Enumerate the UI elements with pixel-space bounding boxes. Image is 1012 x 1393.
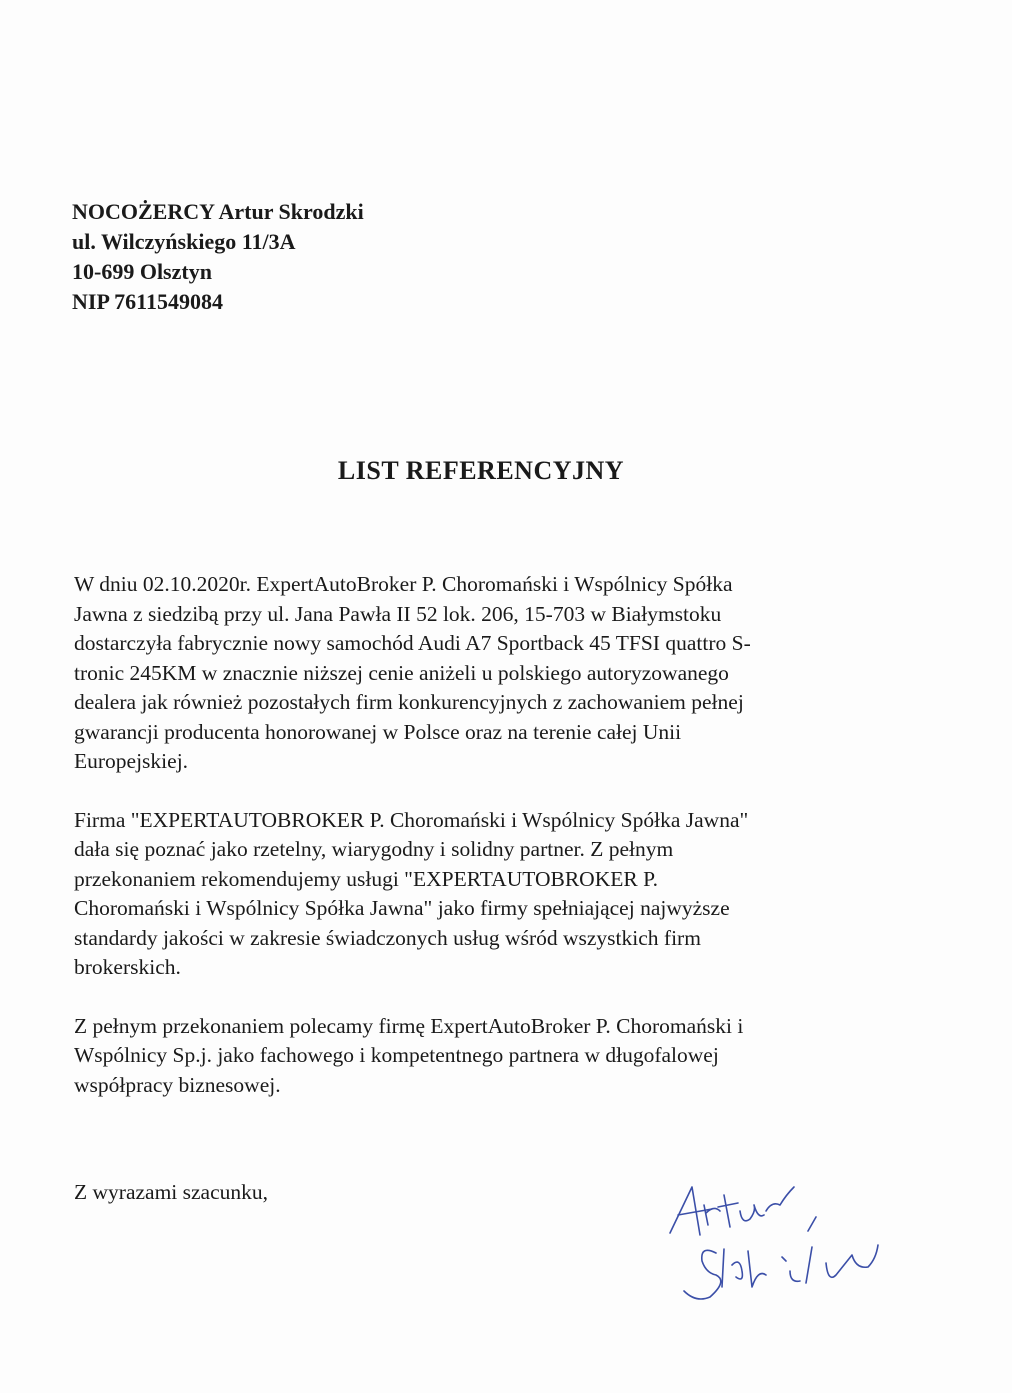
closing-salutation: Z wyrazami szacunku, [74,1180,269,1204]
sender-address-block [72,197,364,317]
text-line: tronic 245KM w znacznie niższej cenie aniżeli u polskiego autoryzowanego [74,660,729,685]
paragraph-endorsement [74,1012,894,1101]
sender-city: 10-699 Olsztyn [72,259,212,284]
text-line: Europejskiej. [74,749,189,773]
text-line: Wspólnicy Sp.j. jako fachowego i kompetentnego partnera w długofalowej [74,1043,719,1067]
text-line: przekonaniem rekomendujemy usługi "EXPERTAUTOBROKER P. [74,866,659,891]
text-line: dała się poznać jako rzetelny, wiarygodny i solidny partner. Z pełnym [74,837,674,861]
text-line: Choromański i Wspólnicy Spółka Jawna" jako firmy spełniającej najwyższe [74,896,730,920]
text-line: standardy jakości w zakresie świadczonych usług wśród wszystkich firm [74,925,701,950]
handwritten-signature [640,1165,900,1315]
text-line: dealera jak również pozostałych firm konkurencyjnych z zachowaniem pełnej [74,690,744,714]
text-line: W dniu 02.10.2020r. ExpertAutoBroker P. Choromański i Wspólnicy Spółka [74,572,733,596]
sender-street: ul. Wilczyńskiego 11/3A [72,229,296,254]
text-line: współpracy biznesowej. [74,1072,281,1097]
paragraph-delivery [74,570,894,777]
text-line: Firma "EXPERTAUTOBROKER P. Choromański i Wspólnicy Spółka Jawna" [74,807,749,832]
text-line: gwarancji producenta honorowanej w Polsce oraz na terenie całej Unii [74,719,682,744]
letter-body [74,570,894,1129]
sender-tax-id: NIP 7611549084 [72,289,223,314]
letter-title: LIST REFERENCYJNY [337,456,625,485]
text-line: Jawna z siedzibą przy ul. Jana Pawła II 52 lok. 206, 15-703 w Białymstoku [74,601,722,626]
sender-company-name: NOCOŻERCY Artur Skrodzki [72,199,364,224]
text-line: Z pełnym przekonaniem polecamy firmę ExpertAutoBroker P. Choromański i [74,1013,744,1038]
paragraph-recommendation [74,806,894,983]
text-line: dostarczyła fabrycznie nowy samochód Audi A7 Sportback 45 TFSI quattro S- [74,631,751,655]
text-line: brokerskich. [74,955,181,979]
